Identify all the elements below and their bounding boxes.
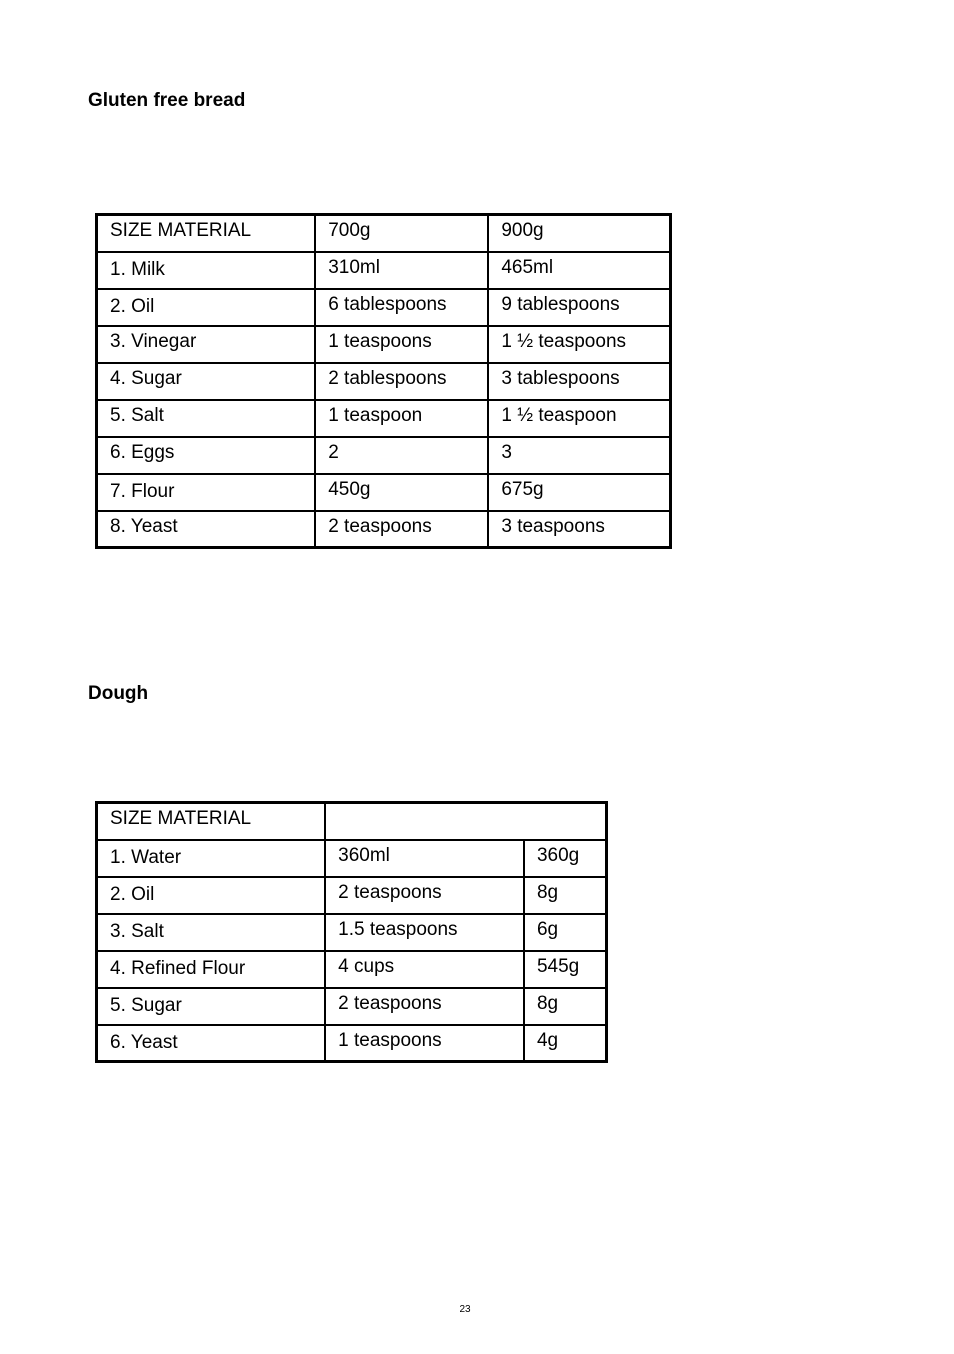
header-cell-size-material: SIZE MATERIAL bbox=[97, 215, 316, 252]
table-row bbox=[97, 840, 607, 877]
material-cell: 1. Water bbox=[97, 840, 326, 877]
amount-900g-cell: 3 teaspoons bbox=[488, 511, 670, 548]
table-row bbox=[97, 400, 671, 437]
material-cell: 2. Oil bbox=[97, 289, 316, 326]
header-cell-empty bbox=[325, 803, 606, 840]
amount-900g-cell: 1 ½ teaspoons bbox=[488, 326, 670, 363]
amount-900g-cell: 675g bbox=[488, 474, 670, 511]
material-cell: 3. Salt bbox=[97, 914, 326, 951]
bread-section-title: Gluten free bread bbox=[88, 90, 246, 111]
volume-cell: 2 teaspoons bbox=[325, 988, 524, 1025]
material-cell: 5. Sugar bbox=[97, 988, 326, 1025]
amount-900g-cell: 3 bbox=[488, 437, 670, 474]
table-header-row bbox=[97, 803, 607, 840]
weight-cell: 8g bbox=[524, 877, 607, 914]
table-row bbox=[97, 914, 607, 951]
table-row bbox=[97, 877, 607, 914]
amount-900g-cell: 1 ½ teaspoon bbox=[488, 400, 670, 437]
header-cell-900g: 900g bbox=[488, 215, 670, 252]
volume-cell: 360ml bbox=[325, 840, 524, 877]
material-cell: 6. Eggs bbox=[97, 437, 316, 474]
table-row bbox=[97, 951, 607, 988]
volume-cell: 1.5 teaspoons bbox=[325, 914, 524, 951]
amount-900g-cell: 3 tablespoons bbox=[488, 363, 670, 400]
table-row bbox=[97, 511, 671, 548]
amount-900g-cell: 465ml bbox=[488, 252, 670, 289]
material-cell: 4. Sugar bbox=[97, 363, 316, 400]
material-cell: 2. Oil bbox=[97, 877, 326, 914]
amount-700g-cell: 2 bbox=[315, 437, 488, 474]
amount-700g-cell: 2 teaspoons bbox=[315, 511, 488, 548]
page-number: 23 bbox=[459, 1304, 471, 1315]
material-cell: 1. Milk bbox=[97, 252, 316, 289]
table-row bbox=[97, 437, 671, 474]
table-row bbox=[97, 252, 671, 289]
volume-cell: 1 teaspoons bbox=[325, 1025, 524, 1062]
weight-cell: 360g bbox=[524, 840, 607, 877]
table-row bbox=[97, 988, 607, 1025]
weight-cell: 8g bbox=[524, 988, 607, 1025]
weight-cell: 4g bbox=[524, 1025, 607, 1062]
material-cell: 8. Yeast bbox=[97, 511, 316, 548]
amount-700g-cell: 2 tablespoons bbox=[315, 363, 488, 400]
header-cell-size-material: SIZE MATERIAL bbox=[97, 803, 326, 840]
table-row bbox=[97, 289, 671, 326]
material-cell: 5. Salt bbox=[97, 400, 316, 437]
dough-ingredients-table bbox=[95, 801, 608, 1063]
table-header-row bbox=[97, 215, 671, 252]
material-cell: 3. Vinegar bbox=[97, 326, 316, 363]
table-row bbox=[97, 363, 671, 400]
material-cell: 4. Refined Flour bbox=[97, 951, 326, 988]
amount-900g-cell: 9 tablespoons bbox=[488, 289, 670, 326]
weight-cell: 545g bbox=[524, 951, 607, 988]
header-cell-700g: 700g bbox=[315, 215, 488, 252]
amount-700g-cell: 6 tablespoons bbox=[315, 289, 488, 326]
bread-ingredients-table bbox=[95, 213, 672, 549]
dough-section-title: Dough bbox=[88, 683, 149, 704]
volume-cell: 4 cups bbox=[325, 951, 524, 988]
table-row bbox=[97, 326, 671, 363]
material-cell: 6. Yeast bbox=[97, 1025, 326, 1062]
weight-cell: 6g bbox=[524, 914, 607, 951]
amount-700g-cell: 1 teaspoons bbox=[315, 326, 488, 363]
amount-700g-cell: 310ml bbox=[315, 252, 488, 289]
amount-700g-cell: 1 teaspoon bbox=[315, 400, 488, 437]
table-row bbox=[97, 474, 671, 511]
material-cell: 7. Flour bbox=[97, 474, 316, 511]
volume-cell: 2 teaspoons bbox=[325, 877, 524, 914]
amount-700g-cell: 450g bbox=[315, 474, 488, 511]
table-row bbox=[97, 1025, 607, 1062]
